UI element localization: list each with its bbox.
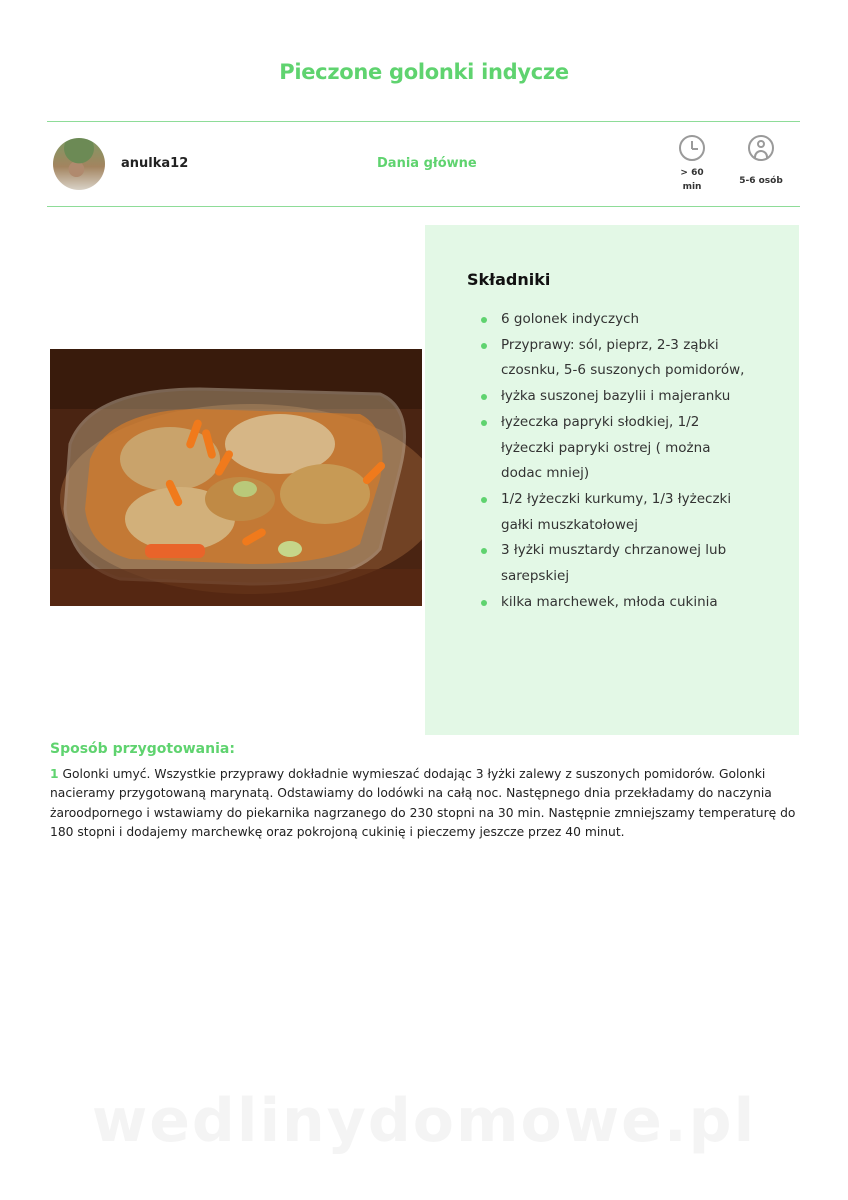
ingredient-item: łyżka suszonej bazylii i majeranku bbox=[501, 384, 751, 410]
prep-time-unit: min bbox=[682, 182, 702, 192]
ingredient-item: kilka marchewek, młoda cukinia bbox=[501, 590, 751, 616]
site-watermark: wedlinydomowe.pl bbox=[91, 1086, 757, 1156]
ingredients-list bbox=[501, 307, 751, 615]
person-icon bbox=[748, 135, 774, 161]
header-divider-bottom bbox=[47, 206, 800, 207]
dish-photo bbox=[50, 349, 422, 606]
author-name[interactable]: anulka12 bbox=[121, 156, 189, 171]
step-number: 1 bbox=[50, 767, 59, 781]
prep-time bbox=[672, 166, 712, 194]
recipe-category[interactable]: Dania główne bbox=[377, 156, 477, 171]
servings: 5-6 osób bbox=[739, 176, 783, 186]
bullet-icon bbox=[481, 548, 487, 554]
author-avatar[interactable] bbox=[53, 138, 105, 190]
prep-time-value: > 60 bbox=[680, 168, 704, 178]
ingredient-item: 3 łyżki musztardy chrzanowej lub sarepskiej bbox=[501, 538, 751, 589]
bullet-icon bbox=[481, 600, 487, 606]
header-divider-top bbox=[47, 121, 800, 122]
ingredients-panel bbox=[425, 225, 799, 735]
method-step bbox=[50, 765, 800, 842]
ingredient-item: łyżeczka papryki słodkiej, 1/2 łyżeczki papryki ostrej ( można dodac mniej) bbox=[501, 410, 751, 487]
bullet-icon bbox=[481, 317, 487, 323]
ingredients-heading: Składniki bbox=[467, 270, 551, 289]
recipe-title: Pieczone golonki indycze bbox=[279, 60, 569, 84]
bullet-icon bbox=[481, 394, 487, 400]
step-text: Golonki umyć. Wszystkie przyprawy dokładnie wymieszać dodając 3 łyżki zalewy z suszonych pomidorów. Golonki nacieramy przygotowaną marynatą. Odstawiamy do lodówki na całą noc. Następnego dnia przekładamy do naczynia żaroodpornego i wstawiamy do piekarnika nagrzanego do 230 stopni na 30 min. Następnie zmniejszamy temperaturę do 180 stopni i dodajemy marchewkę oraz pokrojoną cukinię i pieczemy jeszcze przez 40 minut. bbox=[50, 767, 796, 839]
bullet-icon bbox=[481, 343, 487, 349]
ingredient-item: 1/2 łyżeczki kurkumy, 1/3 łyżeczki gałki muszkatołowej bbox=[501, 487, 751, 538]
method-heading: Sposób przygotowania: bbox=[50, 741, 235, 757]
clock-icon bbox=[679, 135, 705, 161]
ingredient-item: 6 golonek indyczych bbox=[501, 307, 751, 333]
ingredient-item: Przyprawy: sól, pieprz, 2-3 ząbki czosnku, 5-6 suszonych pomidorów, bbox=[501, 333, 751, 384]
bullet-icon bbox=[481, 497, 487, 503]
bullet-icon bbox=[481, 420, 487, 426]
